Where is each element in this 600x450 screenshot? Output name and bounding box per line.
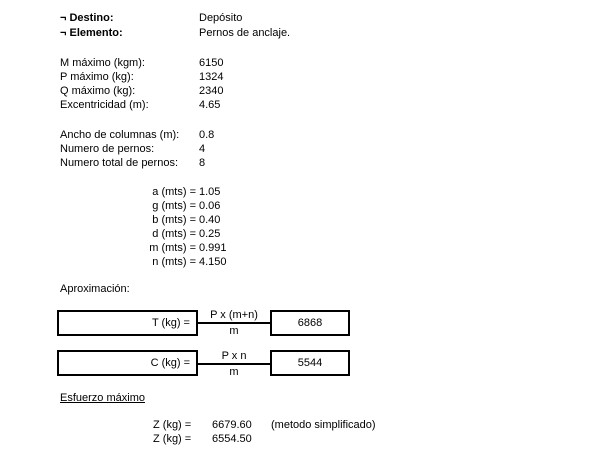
z2-label: Z (kg) = <box>153 433 192 445</box>
z2-value: 6554.50 <box>212 433 252 445</box>
dim-g-label: g (mts) = <box>152 200 196 212</box>
z1-value: 6679.60 <box>212 419 252 431</box>
q-max-label: Q máximo (kg): <box>60 85 136 97</box>
excentricidad-label: Excentricidad (m): <box>60 99 149 111</box>
total-pernos-value: 8 <box>199 157 206 169</box>
numero-pernos-label: Numero de pernos: <box>60 143 155 155</box>
z1-note: (metodo simplificado) <box>271 419 376 431</box>
aproximacion-title: Aproximación: <box>60 283 130 295</box>
z1-label: Z (kg) = <box>153 419 192 431</box>
esfuerzo-title: Esfuerzo máximo <box>60 392 145 404</box>
total-pernos-label: Numero total de pernos: <box>60 157 179 169</box>
dim-g-value: 0.06 <box>199 200 221 212</box>
elemento-value: Pernos de anclaje. <box>199 27 291 39</box>
t-value-box <box>270 310 350 336</box>
ancho-columnas-label: Ancho de columnas (m): <box>60 129 180 141</box>
destino-label: ¬ Destino: <box>60 12 114 24</box>
dim-m-label: m (mts) = <box>149 242 196 254</box>
c-fraction-bar <box>198 363 270 365</box>
dim-d-label: d (mts) = <box>152 228 196 240</box>
c-label: C (kg) = <box>150 357 190 369</box>
m-max-label: M máximo (kgm): <box>60 57 145 69</box>
dim-a-label: a (mts) = <box>152 186 196 198</box>
numero-pernos-value: 4 <box>199 143 206 155</box>
q-max-value: 2340 <box>199 85 224 97</box>
elemento-label: ¬ Elemento: <box>60 27 123 39</box>
t-value: 6868 <box>297 317 323 329</box>
excentricidad-value: 4.65 <box>199 99 221 111</box>
p-max-label: P máximo (kg): <box>60 71 134 83</box>
c-denominator: m <box>229 366 239 378</box>
m-max-value: 6150 <box>199 57 224 69</box>
t-numerator: P x (m+n) <box>210 309 258 321</box>
dim-n-label: n (mts) = <box>152 256 196 268</box>
dim-m-value: 0.991 <box>199 242 227 254</box>
c-value-box <box>270 350 350 376</box>
t-label-box <box>57 310 198 336</box>
dim-b-value: 0.40 <box>199 214 221 226</box>
t-denominator: m <box>229 325 239 337</box>
c-numerator: P x n <box>221 350 247 362</box>
t-fraction-bar <box>198 322 270 324</box>
destino-value: Depósito <box>199 12 243 24</box>
p-max-value: 1324 <box>199 71 224 83</box>
dim-d-value: 0.25 <box>199 228 221 240</box>
dim-b-label: b (mts) = <box>152 214 196 226</box>
ancho-columnas-value: 0.8 <box>199 129 215 141</box>
c-label-box <box>57 350 198 376</box>
dim-n-value: 4.150 <box>199 256 227 268</box>
t-label: T (kg) = <box>151 317 190 329</box>
c-value: 5544 <box>297 357 323 369</box>
dim-a-value: 1.05 <box>199 186 221 198</box>
